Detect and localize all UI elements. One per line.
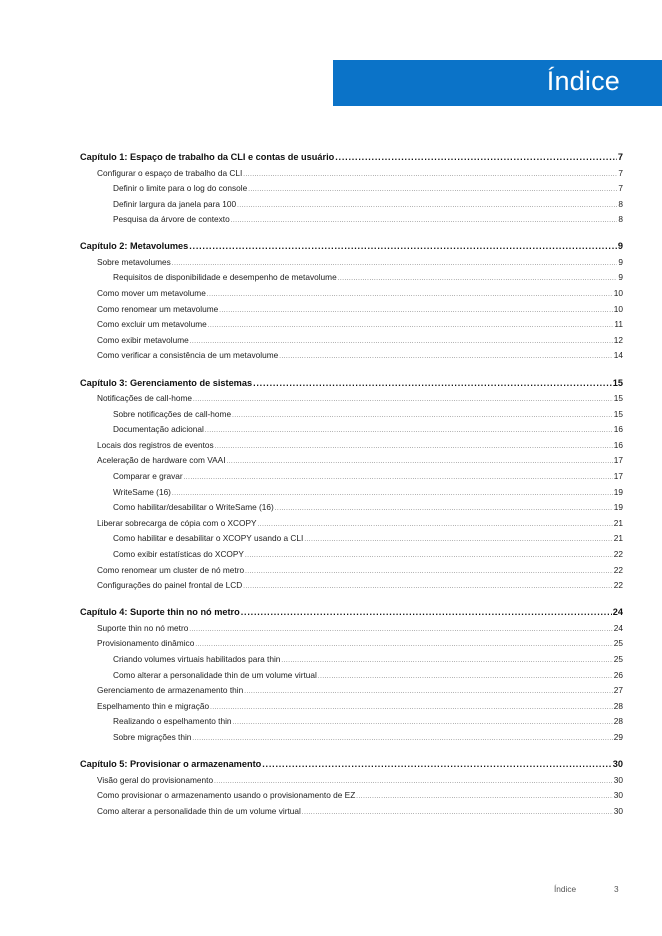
dot-leader	[248, 183, 617, 199]
toc-entry-link[interactable]	[80, 621, 623, 637]
dot-leader	[231, 214, 618, 230]
chapter-title: Capítulo 2: Metavolumes	[80, 241, 189, 252]
entry-title: Locais dos registros de eventos	[97, 439, 214, 450]
entry-title: Definir largura da janela para 100	[113, 198, 237, 209]
toc-entry-link[interactable]	[80, 317, 623, 333]
entry-page-number: 9	[618, 272, 623, 283]
dot-leader	[205, 424, 613, 440]
dot-leader	[219, 304, 612, 320]
entry-page-number: 7	[618, 183, 623, 194]
dot-leader	[262, 757, 612, 773]
entry-page-number: 28	[613, 700, 623, 711]
toc-entry-link[interactable]	[80, 438, 623, 454]
toc-chapter-link[interactable]	[80, 150, 623, 166]
entry-page-number: 15	[613, 393, 623, 404]
toc-entry-link[interactable]	[80, 166, 623, 182]
entry-page-number: 26	[613, 669, 623, 680]
toc-entry-link[interactable]	[80, 788, 623, 804]
entry-title: Aceleração de hardware com VAAI	[97, 455, 226, 466]
toc-entry-link[interactable]	[80, 181, 623, 197]
dot-leader	[279, 350, 613, 366]
entry-title: Criando volumes virtuais habilitados para thin	[113, 653, 281, 664]
entry-title: Como habilitar/desabilitar o WriteSame (16)	[113, 502, 274, 513]
entry-page-number: 11	[614, 319, 623, 330]
entry-title: WriteSame (16)	[113, 486, 171, 497]
entry-title: Comparar e gravar	[113, 471, 183, 481]
entry-title: Sobre migrações thin	[113, 731, 192, 742]
toc-entry-link[interactable]	[80, 730, 623, 746]
entry-page-number: 22	[613, 548, 623, 559]
entry-page-number: 29	[613, 731, 623, 742]
dot-leader	[184, 471, 613, 487]
entry-title: Como verificar a consistência de um metavolume	[97, 350, 279, 361]
toc-entry-link[interactable]	[80, 422, 623, 438]
dot-leader	[189, 239, 617, 255]
entry-title: Suporte thin no nó metro	[97, 622, 189, 633]
entry-title: Espelhamento thin e migração	[97, 700, 210, 711]
toc-chapter-link[interactable]	[80, 376, 623, 392]
toc-entry-link[interactable]	[80, 302, 623, 318]
entry-page-number: 19	[613, 502, 623, 513]
dot-leader	[356, 790, 613, 806]
footer-page-number: 3	[614, 884, 619, 894]
entry-page-number: 19	[613, 486, 623, 497]
chapter-page-number: 15	[612, 377, 623, 388]
entry-title: Realizando o espelhamento thin	[113, 716, 232, 727]
entry-title: Como exibir metavolume	[97, 334, 189, 345]
entry-page-number: 30	[613, 774, 623, 785]
dot-leader	[304, 533, 612, 549]
header-banner	[333, 60, 662, 106]
toc-entry-link[interactable]	[80, 636, 623, 652]
dot-leader	[233, 716, 613, 732]
toc-entry-link[interactable]	[80, 516, 623, 532]
entry-title: Configurar o espaço de trabalho da CLI	[97, 167, 243, 178]
toc-entry-link[interactable]	[80, 453, 623, 469]
entry-page-number: 25	[613, 638, 623, 649]
entry-title: Gerenciamento de armazenamento thin	[97, 685, 244, 696]
entry-title: Sobre notificações de call-home	[113, 408, 232, 419]
toc-entry-link[interactable]	[80, 197, 623, 213]
entry-page-number: 8	[618, 198, 623, 209]
toc-entry-link[interactable]	[80, 286, 623, 302]
entry-page-number: 17	[613, 455, 623, 466]
entry-page-number: 10	[613, 288, 623, 299]
dot-leader	[189, 623, 612, 639]
chapter-title: Capítulo 4: Suporte thin no nó metro	[80, 607, 240, 618]
dot-leader	[192, 732, 612, 748]
entry-page-number: 21	[613, 533, 623, 544]
dot-leader	[210, 701, 613, 717]
entry-title: Definir o limite para o log do console	[113, 183, 248, 194]
entry-page-number: 30	[613, 790, 623, 801]
entry-page-number: 16	[613, 424, 623, 435]
table-of-contents	[80, 150, 623, 819]
entry-title: Como renomear um metavolume	[97, 303, 219, 314]
entry-title: Sobre metavolumes	[97, 256, 171, 267]
entry-title: Como excluir um metavolume	[97, 319, 207, 330]
entry-title: Notificações de call-home	[97, 393, 192, 404]
dot-leader	[281, 654, 612, 670]
entry-page-number: 25	[613, 653, 623, 664]
entry-page-number: 14	[613, 350, 623, 361]
chapter-title: Capítulo 1: Espaço de trabalho da CLI e contas de usuário	[80, 152, 335, 162]
entry-page-number: 15	[613, 408, 623, 419]
dot-leader	[245, 565, 613, 581]
entry-page-number: 10	[613, 303, 623, 314]
dot-leader	[232, 409, 613, 425]
dot-leader	[243, 580, 612, 596]
entry-title: Pesquisa da árvore de contexto	[113, 214, 230, 225]
toc-entry-link[interactable]	[80, 578, 623, 594]
entry-title: Provisionamento dinâmico	[97, 638, 195, 649]
entry-page-number: 22	[613, 580, 623, 591]
toc-chapter-link[interactable]	[80, 239, 623, 255]
toc-entry-link[interactable]	[80, 804, 623, 820]
entry-title: Liberar sobrecarga de cópia com o XCOPY	[97, 517, 257, 528]
toc-entry-link[interactable]	[80, 407, 623, 423]
dot-leader	[253, 376, 612, 392]
chapter-page-number: 24	[612, 607, 623, 618]
toc-entry-link[interactable]	[80, 333, 623, 349]
chapter-title: Capítulo 5: Provisionar o armazenamento	[80, 759, 262, 769]
entry-page-number: 22	[613, 564, 623, 575]
dot-leader	[237, 199, 617, 215]
chapter-page-number: 30	[612, 759, 623, 769]
toc-entry-link[interactable]	[80, 668, 623, 684]
toc-entry-link[interactable]	[80, 531, 623, 547]
entry-page-number: 12	[613, 334, 623, 345]
dot-leader	[318, 670, 613, 686]
entry-title: Como alterar a personalidade thin de um volume virtual	[97, 805, 301, 816]
toc-entry-link[interactable]	[80, 683, 623, 699]
entry-page-number: 8	[618, 214, 623, 225]
dot-leader	[245, 549, 613, 565]
dot-leader	[335, 150, 617, 166]
toc-entry-link[interactable]	[80, 255, 623, 271]
entry-page-number: 30	[613, 805, 623, 816]
entry-title: Visão geral do provisionamento	[97, 774, 214, 785]
toc-entry-link[interactable]	[80, 348, 623, 364]
toc-entry-link[interactable]	[80, 485, 623, 501]
entry-page-number: 9	[618, 256, 623, 267]
toc-entry-link[interactable]	[80, 500, 623, 516]
entry-title: Como habilitar e desabilitar o XCOPY usando a CLI	[113, 533, 304, 544]
dot-leader	[302, 806, 613, 822]
dot-leader	[338, 272, 618, 288]
toc-entry-link[interactable]	[80, 773, 623, 789]
toc-entry-link[interactable]	[80, 212, 623, 228]
dot-leader	[241, 605, 612, 621]
toc-chapter-link[interactable]	[80, 757, 623, 773]
toc-entry-link[interactable]	[80, 563, 623, 579]
dot-leader	[243, 168, 617, 184]
entry-title: Requisitos de disponibilidade e desempenho de metavolume	[113, 272, 337, 283]
entry-title: Como exibir estatísticas do XCOPY	[113, 548, 244, 559]
entry-page-number: 24	[613, 622, 623, 633]
page-title: Índice	[546, 66, 620, 96]
dot-leader	[193, 393, 613, 409]
toc-entry-link[interactable]	[80, 270, 623, 286]
entry-title: Como provisionar o armazenamento usando o provisionamento de EZ	[97, 790, 356, 801]
entry-title: Configurações do painel frontal de LCD	[97, 580, 243, 591]
chapter-page-number: 7	[617, 152, 623, 162]
dot-leader	[208, 319, 614, 335]
toc-entry-link[interactable]	[80, 699, 623, 715]
entry-page-number: 16	[613, 439, 623, 450]
entry-page-number: 7	[618, 167, 623, 178]
toc-entry-link[interactable]	[80, 547, 623, 563]
dot-leader	[207, 288, 613, 304]
footer-section-label: Índice	[554, 884, 577, 894]
chapter-page-number: 9	[617, 241, 623, 252]
toc-chapter-link[interactable]	[80, 605, 623, 621]
entry-title: Como alterar a personalidade thin de um volume virtual	[113, 669, 317, 680]
toc-entry-link[interactable]	[80, 469, 623, 485]
entry-page-number: 27	[613, 685, 623, 696]
dot-leader	[227, 455, 613, 471]
toc-entry-link[interactable]	[80, 391, 623, 407]
dot-leader	[275, 502, 613, 518]
dot-leader	[215, 440, 613, 456]
entry-page-number: 28	[613, 716, 623, 727]
entry-page-number: 17	[613, 471, 623, 481]
entry-title: Como renomear um cluster de nó metro	[97, 564, 245, 575]
entry-title: Como mover um metavolume	[97, 288, 206, 299]
dot-leader	[258, 518, 613, 534]
toc-entry-link[interactable]	[80, 652, 623, 668]
toc-entry-link[interactable]	[80, 714, 623, 730]
dot-leader	[244, 685, 613, 701]
chapter-title: Capítulo 3: Gerenciamento de sistemas	[80, 377, 253, 388]
entry-title: Documentação adicional	[113, 424, 204, 435]
entry-page-number: 21	[613, 517, 623, 528]
